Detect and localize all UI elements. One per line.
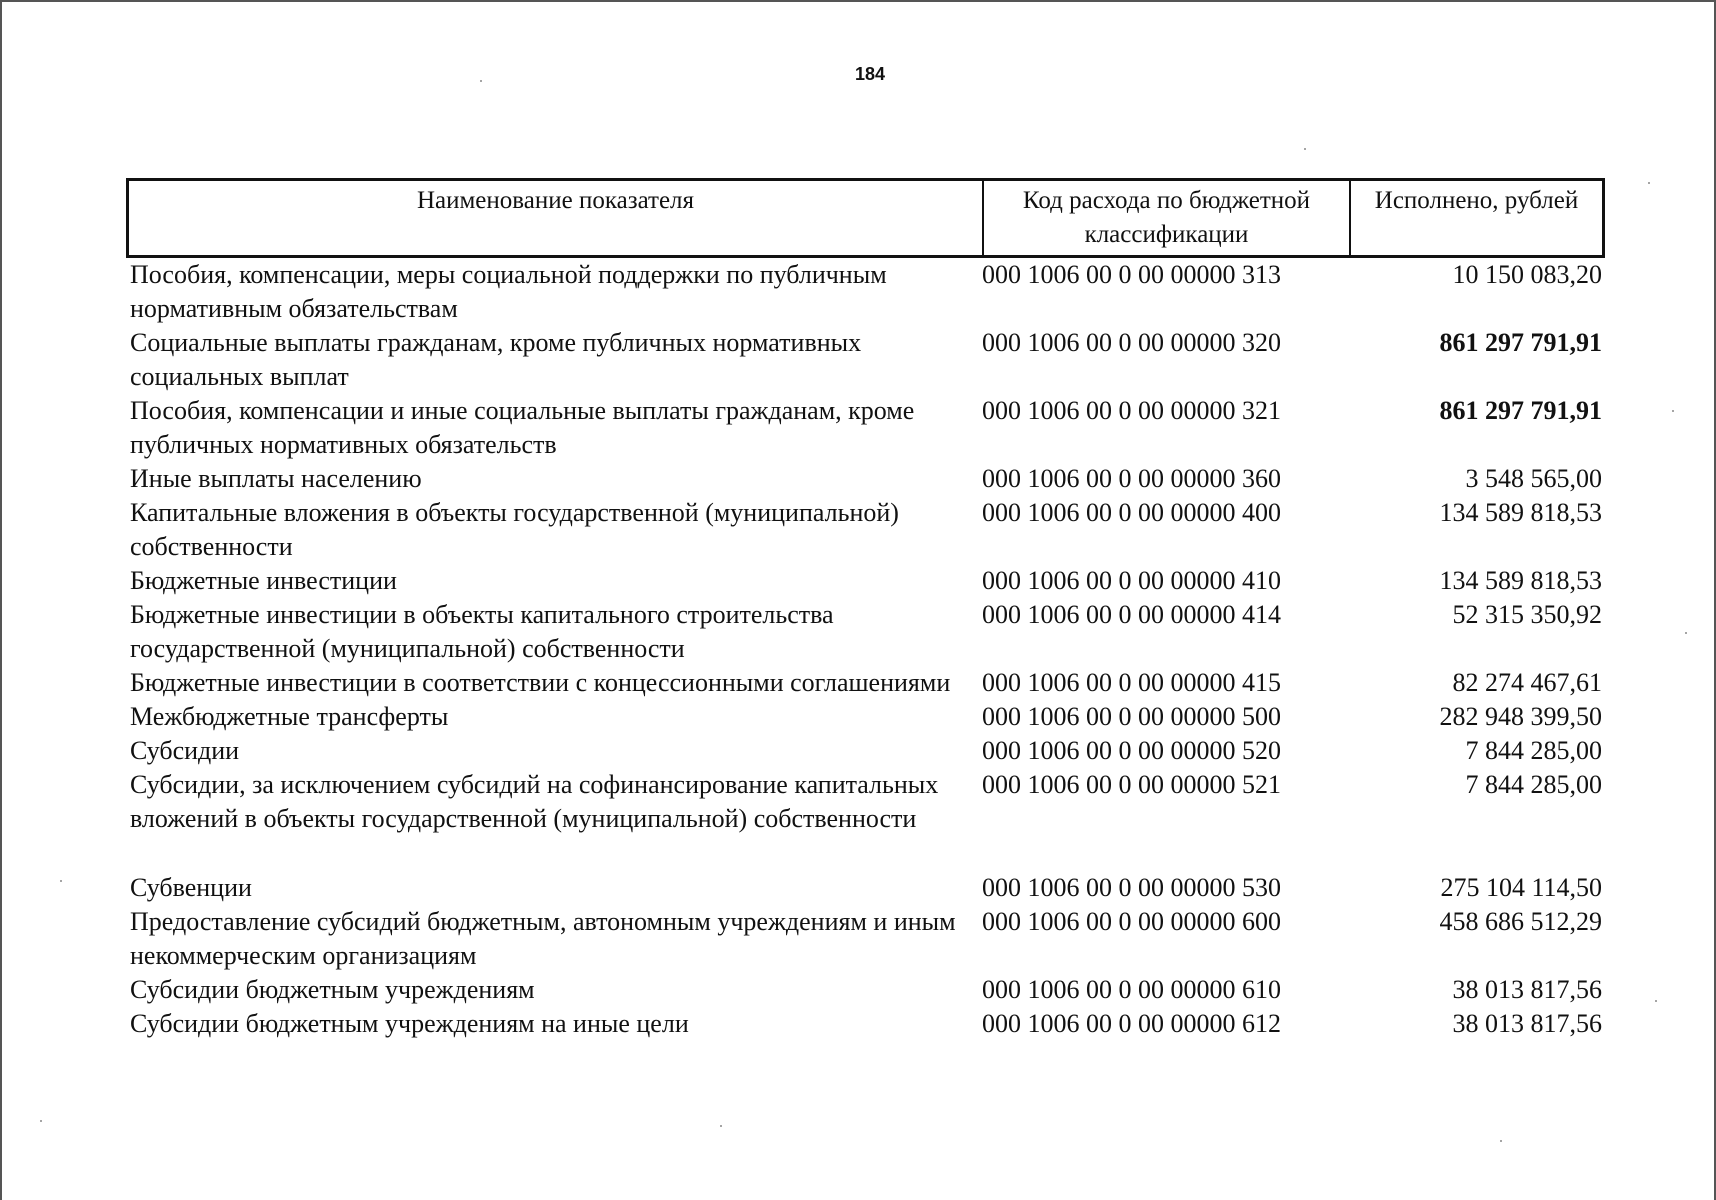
table-header (126, 178, 1605, 258)
row-amount: 275 104 114,50 (1440, 873, 1602, 902)
table-row (130, 496, 1606, 564)
row-code: 000 1006 00 0 00 00000 415 (982, 668, 1281, 697)
scan-speck (720, 1125, 722, 1127)
table-row (130, 598, 1606, 666)
row-name: Межбюджетные трансферты (130, 702, 449, 731)
row-name: Бюджетные инвестиции в объекты капитального строительства государственной (муниципальной) собственности (130, 600, 834, 663)
table-row (130, 871, 1606, 905)
row-amount: 38 013 817,56 (1452, 975, 1602, 1004)
row-name: Субсидии бюджетным учреждениям (130, 975, 535, 1004)
row-amount: 861 297 791,91 (1439, 396, 1602, 425)
row-code: 000 1006 00 0 00 00000 313 (982, 260, 1281, 289)
row-name: Пособия, компенсации и иные социальные выплаты гражданам, кроме публичных нормативных обязательств (130, 396, 915, 459)
row-code: 000 1006 00 0 00 00000 521 (982, 770, 1281, 799)
scan-speck (1648, 182, 1650, 184)
row-name: Капитальные вложения в объекты государственной (муниципальной) собственности (130, 498, 899, 561)
row-code: 000 1006 00 0 00 00000 320 (982, 328, 1281, 357)
row-name: Субвенции (130, 873, 252, 902)
row-code: 000 1006 00 0 00 00000 520 (982, 736, 1281, 765)
row-code: 000 1006 00 0 00 00000 612 (982, 1009, 1281, 1038)
row-amount: 134 589 818,53 (1439, 498, 1602, 527)
row-code: 000 1006 00 0 00 00000 400 (982, 498, 1281, 527)
header-code: Код расхода по бюджетной классификации (984, 181, 1351, 255)
table-row (130, 1007, 1606, 1041)
row-amount: 3 548 565,00 (1465, 464, 1602, 493)
row-code: 000 1006 00 0 00 00000 610 (982, 975, 1281, 1004)
scan-speck (40, 1120, 42, 1122)
row-amount: 52 315 350,92 (1452, 600, 1602, 629)
scan-speck (1672, 410, 1674, 412)
table-row (130, 734, 1606, 768)
row-amount: 134 589 818,53 (1439, 566, 1602, 595)
table-row (130, 258, 1606, 326)
table-row (130, 462, 1606, 496)
table-body (130, 258, 1606, 1041)
row-name: Пособия, компенсации, меры социальной поддержки по публичным нормативным обязательствам (130, 260, 887, 323)
row-code: 000 1006 00 0 00 00000 360 (982, 464, 1281, 493)
row-name: Иные выплаты населению (130, 464, 422, 493)
page-number: 184 (854, 64, 886, 84)
row-name: Предоставление субсидий бюджетным, автономным учреждениям и иным некоммерческим организациям (130, 907, 956, 970)
scan-speck (480, 80, 482, 82)
table-row (130, 666, 1606, 700)
row-code: 000 1006 00 0 00 00000 410 (982, 566, 1281, 595)
row-name: Субсидии, за исключением субсидий на софинансирование капитальных вложений в объекты государственной (муниципальной) собственности (130, 770, 939, 833)
scan-speck (60, 880, 62, 882)
table-row (130, 326, 1606, 394)
row-name: Бюджетные инвестиции в соответствии с концессионными соглашениями (130, 668, 951, 697)
header-amount: Исполнено, рублей (1374, 187, 1579, 214)
table-row (130, 973, 1606, 1007)
scan-speck (1304, 148, 1306, 150)
row-amount: 10 150 083,20 (1452, 260, 1602, 289)
table-row (130, 564, 1606, 598)
row-code: 000 1006 00 0 00 00000 321 (982, 396, 1281, 425)
row-name: Субсидии (130, 736, 240, 765)
scan-speck (1655, 1000, 1657, 1002)
row-amount: 458 686 512,29 (1439, 907, 1602, 936)
row-amount: 38 013 817,56 (1452, 1009, 1602, 1038)
row-amount: 82 274 467,61 (1452, 668, 1602, 697)
header-name: Наименование показателя (129, 181, 984, 255)
table-row (130, 768, 1606, 836)
table-row (130, 905, 1606, 973)
row-name: Субсидии бюджетным учреждениям на иные цели (130, 1009, 689, 1038)
table-row (130, 700, 1606, 734)
row-name: Социальные выплаты гражданам, кроме публичных нормативных социальных выплат (130, 328, 862, 391)
scan-speck (1685, 632, 1687, 634)
row-name: Бюджетные инвестиции (130, 566, 397, 595)
row-code: 000 1006 00 0 00 00000 600 (982, 907, 1281, 936)
row-code: 000 1006 00 0 00 00000 414 (982, 600, 1281, 629)
row-code: 000 1006 00 0 00 00000 500 (982, 702, 1281, 731)
row-amount: 7 844 285,00 (1465, 770, 1602, 799)
table-row (130, 394, 1606, 462)
row-amount: 7 844 285,00 (1465, 736, 1602, 765)
row-amount: 282 948 399,50 (1439, 702, 1602, 731)
scan-speck (1500, 1140, 1502, 1142)
row-code: 000 1006 00 0 00 00000 530 (982, 873, 1281, 902)
row-amount: 861 297 791,91 (1439, 328, 1602, 357)
